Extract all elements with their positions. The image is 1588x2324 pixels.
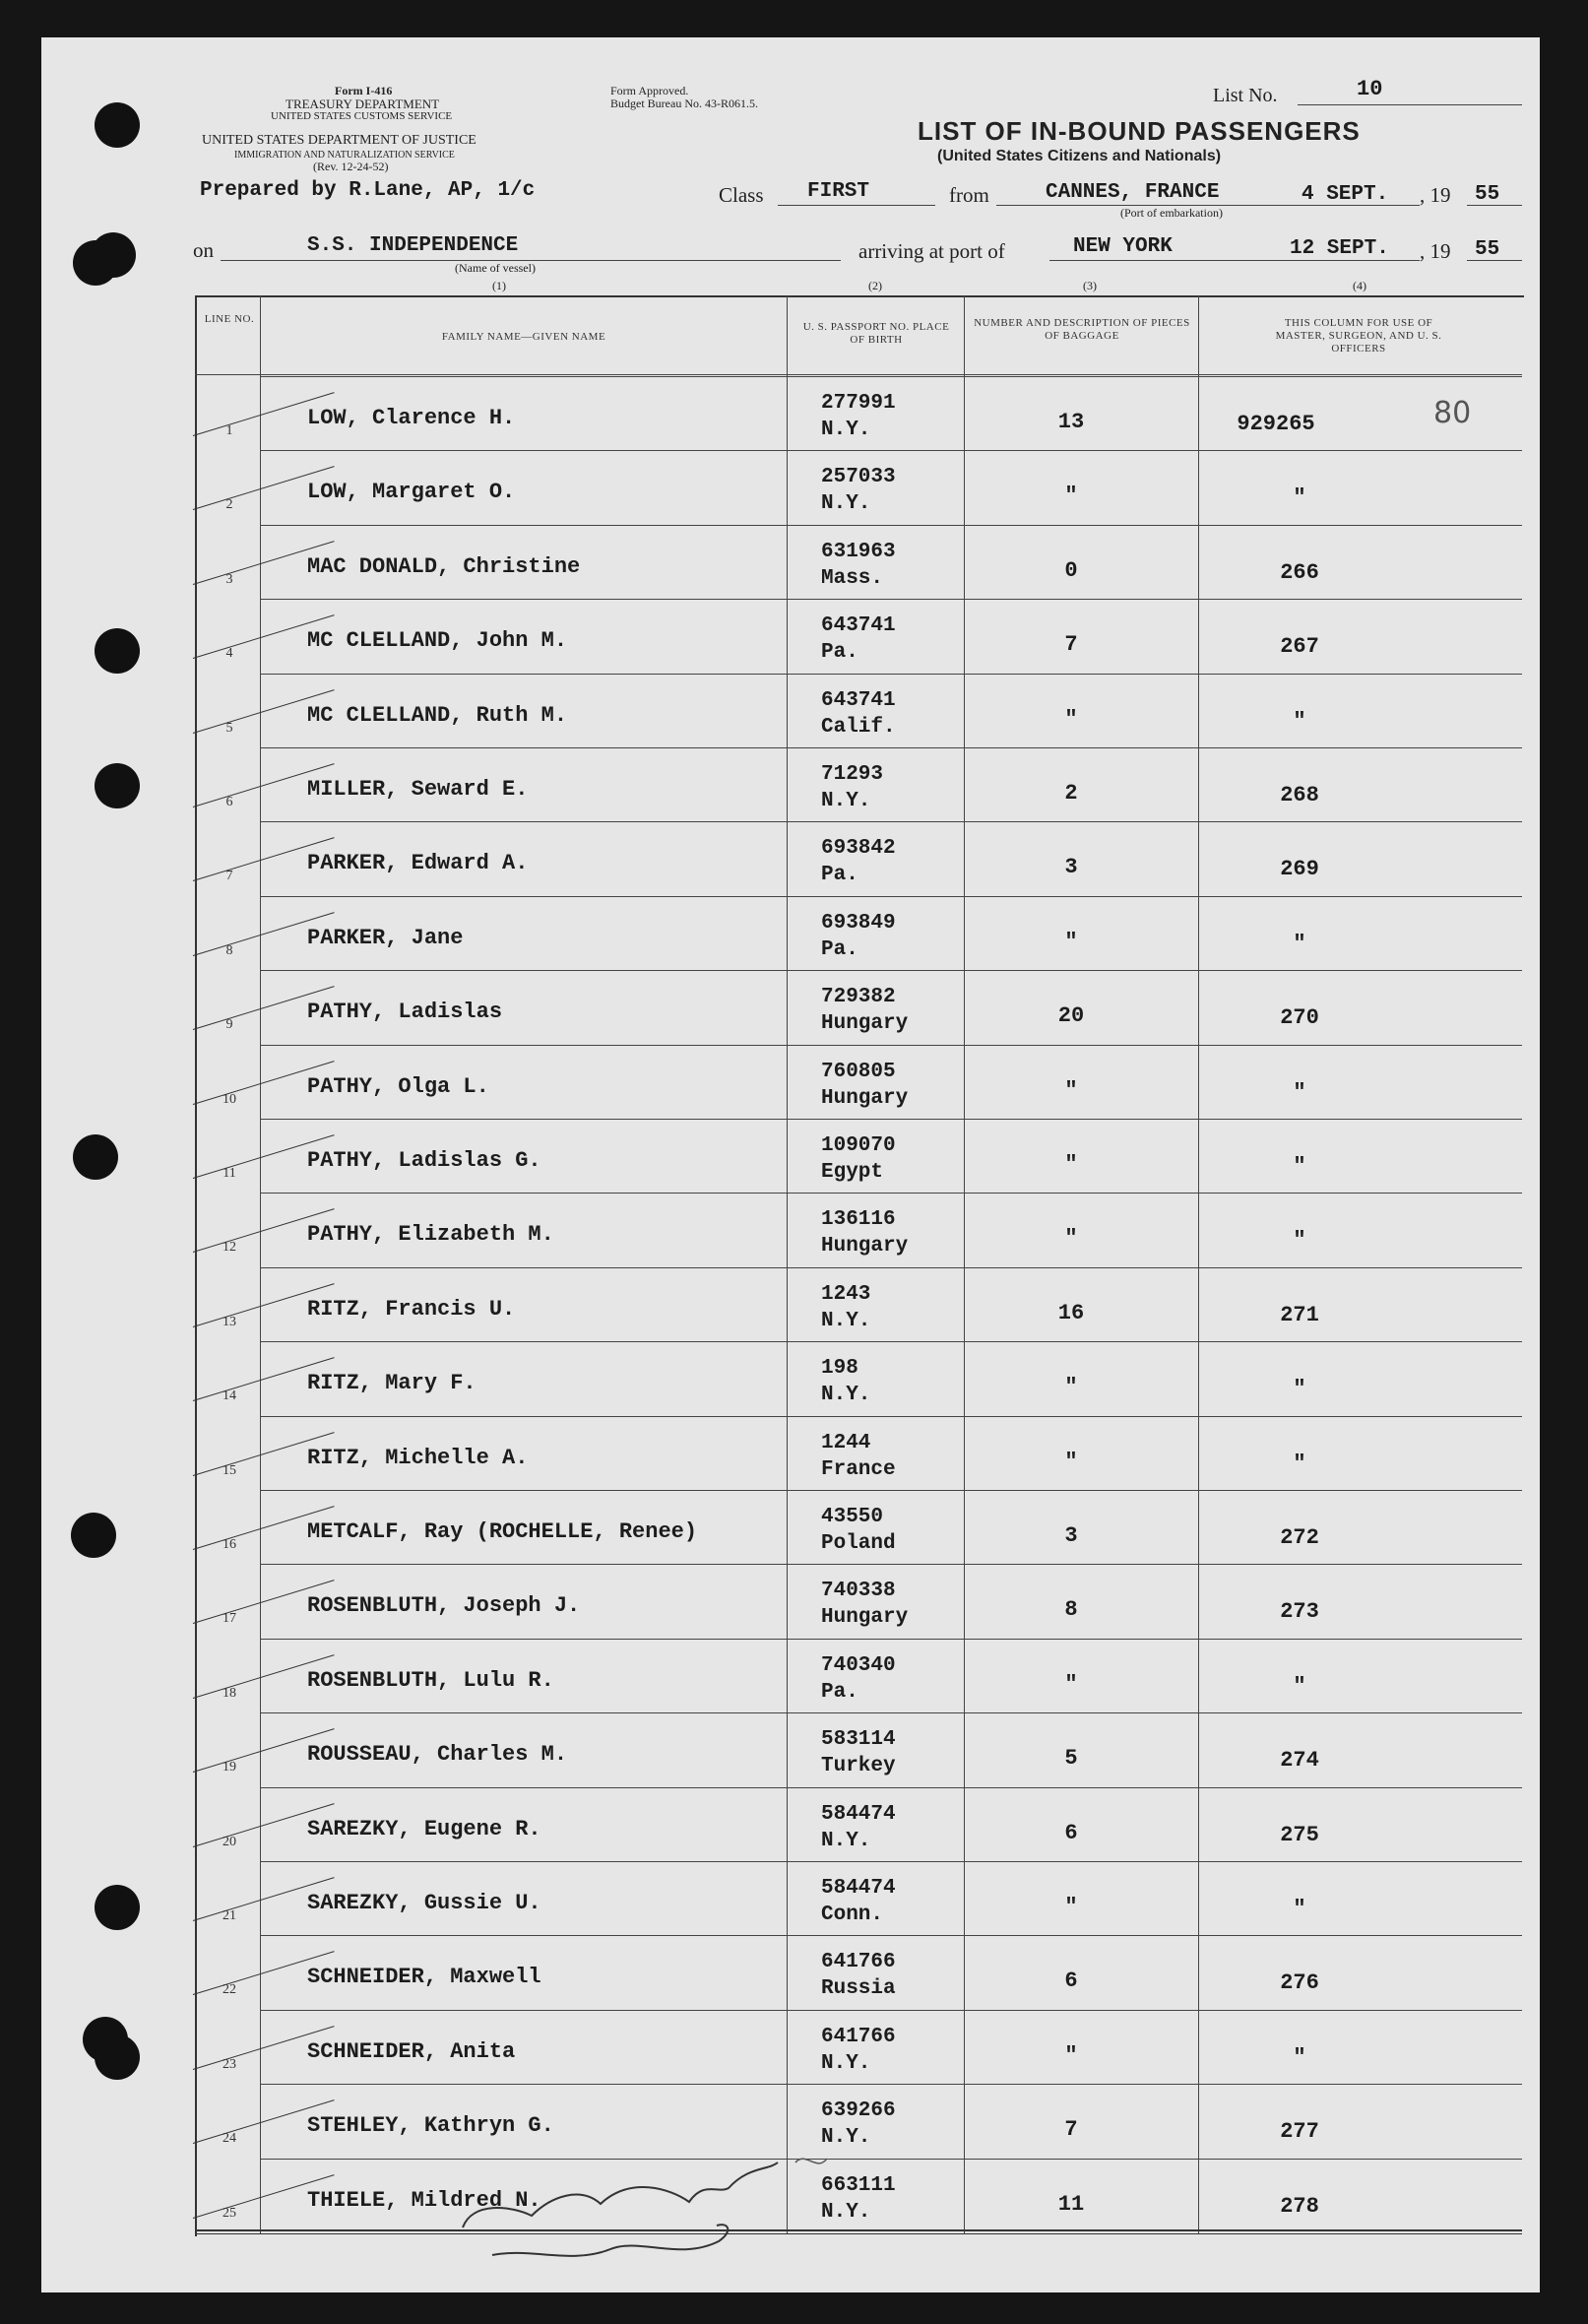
officer-entry: 929265 <box>1237 412 1315 436</box>
column-number-4: (4) <box>1353 279 1366 292</box>
line-number: 9 <box>225 1017 233 1033</box>
officer-entry: 274 <box>1280 1748 1319 1774</box>
place-of-birth: Hungary <box>821 1086 909 1110</box>
passenger-name: MAC DONALD, Christine <box>307 553 581 579</box>
baggage-count: " <box>1064 1671 1078 1697</box>
page-title: LIST OF IN-BOUND PASSENGERS <box>918 116 1361 146</box>
place-of-birth: Hungary <box>821 1606 909 1630</box>
header-line-no: LINE NO. <box>204 313 255 325</box>
line-number: 10 <box>222 1091 236 1107</box>
officer-entry: " <box>1293 708 1306 734</box>
line-number: 16 <box>222 1537 236 1552</box>
vessel-name: S.S. INDEPENDENCE <box>307 234 519 257</box>
vessel-caption: (Name of vessel) <box>455 261 536 275</box>
baggage-count: 6 <box>1064 1969 1078 1994</box>
passenger-name: LOW, Margaret O. <box>307 480 516 505</box>
passenger-name: METCALF, Ray (ROCHELLE, Renee) <box>307 1519 698 1544</box>
passenger-name: SAREZKY, Gussie U. <box>307 1891 541 1915</box>
column-number-1: (1) <box>492 279 506 292</box>
line-number: 18 <box>222 1685 236 1701</box>
baggage-count: " <box>1064 2042 1078 2068</box>
place-of-birth: Pa. <box>821 864 858 887</box>
passport-number: 631963 <box>821 540 896 563</box>
officer-entry: 268 <box>1280 783 1319 807</box>
officer-entry: " <box>1293 1673 1306 1699</box>
passenger-name: PARKER, Edward A. <box>307 851 529 876</box>
passport-number: 693849 <box>821 911 896 935</box>
column-number-2: (2) <box>868 279 882 292</box>
place-of-birth: Russia <box>821 1977 896 2001</box>
baggage-count: " <box>1064 1077 1078 1103</box>
line-number: 11 <box>222 1166 236 1181</box>
officer-entry: 271 <box>1280 1302 1319 1327</box>
passenger-name: MC CLELLAND, John M. <box>307 628 568 654</box>
place-of-birth: N.Y. <box>821 2200 871 2224</box>
passenger-name: PATHY, Olga L. <box>307 1073 489 1099</box>
baggage-count: 2 <box>1064 781 1078 806</box>
passport-number: 641766 <box>821 1951 896 1974</box>
line-number: 8 <box>225 942 233 958</box>
passport-number: 136116 <box>821 1208 896 1232</box>
line-number: 15 <box>222 1462 236 1478</box>
baggage-count: " <box>1064 929 1078 954</box>
baggage-count: " <box>1064 1895 1078 1919</box>
baggage-count: 6 <box>1064 1820 1078 1845</box>
line-number: 1 <box>225 423 233 438</box>
officer-entry: 275 <box>1280 1822 1319 1847</box>
line-number: 20 <box>222 1834 236 1849</box>
baggage-count: " <box>1064 1226 1078 1252</box>
form-revision: (Rev. 12-24-52) <box>313 160 389 173</box>
prepared-by: Prepared by R.Lane, AP, 1/c <box>200 179 536 202</box>
officer-entry: 277 <box>1280 2119 1319 2145</box>
column-number-3: (3) <box>1083 279 1097 292</box>
page-subtitle: (United States Citizens and Nationals) <box>937 148 1222 164</box>
place-of-birth: N.Y. <box>821 2051 871 2075</box>
arrival-port: NEW YORK <box>1073 235 1173 258</box>
line-number: 4 <box>225 646 233 662</box>
passenger-name: STEHLEY, Kathryn G. <box>307 2113 554 2139</box>
header-family-name: FAMILY NAME—GIVEN NAME <box>441 331 606 343</box>
officer-entry: 273 <box>1280 1599 1319 1625</box>
passport-number: 740338 <box>821 1580 896 1603</box>
embark-year-prefix: , 19 <box>1420 183 1451 207</box>
list-no-value: 10 <box>1357 77 1383 101</box>
officer-entry: 276 <box>1280 1970 1319 1996</box>
line-number: 2 <box>225 497 233 513</box>
officer-entry: 266 <box>1280 559 1319 585</box>
passenger-name: RITZ, Michelle A. <box>307 1445 529 1470</box>
line-number: 14 <box>222 1388 236 1404</box>
immigration-service: IMMIGRATION AND NATURALIZATION SERVICE <box>234 150 455 161</box>
place-of-birth: Poland <box>821 1532 896 1555</box>
place-of-birth: N.Y. <box>821 1829 871 1852</box>
arriving-label: arriving at port of <box>858 239 1005 263</box>
embark-year: 55 <box>1475 183 1500 206</box>
passenger-name: RITZ, Mary F. <box>307 1371 476 1396</box>
passport-number: 663111 <box>821 2173 896 2197</box>
arrival-date: 12 SEPT. <box>1290 237 1389 260</box>
baggage-count: 8 <box>1064 1597 1078 1623</box>
class-label: Class <box>719 183 764 207</box>
header-passport: U. S. PASSPORT NO. PLACE OF BIRTH <box>802 321 950 346</box>
line-number: 7 <box>225 869 233 884</box>
passport-number: 1244 <box>821 1431 871 1454</box>
passport-number: 740340 <box>821 1653 896 1677</box>
passport-number: 643741 <box>821 688 896 712</box>
officer-entry: 278 <box>1280 2193 1319 2219</box>
line-number: 13 <box>222 1314 236 1329</box>
baggage-count: 13 <box>1057 410 1085 434</box>
place-of-birth: N.Y. <box>821 1309 871 1332</box>
line-number: 23 <box>222 2056 236 2072</box>
place-of-birth: N.Y. <box>821 492 871 516</box>
passenger-name: SCHNEIDER, Maxwell <box>307 1965 541 1990</box>
passport-number: 584474 <box>821 1802 896 1826</box>
baggage-count: " <box>1064 706 1078 732</box>
passport-number: 693842 <box>821 837 896 861</box>
justice-department: UNITED STATES DEPARTMENT OF JUSTICE <box>202 133 476 148</box>
passenger-name: SCHNEIDER, Anita <box>307 2038 516 2064</box>
arrival-year-prefix: , 19 <box>1420 239 1451 263</box>
officer-entry: " <box>1293 1154 1306 1179</box>
place-of-birth: Pa. <box>821 1680 858 1704</box>
line-number: 17 <box>222 1611 236 1627</box>
place-of-birth: N.Y. <box>821 790 871 812</box>
officer-entry: " <box>1293 1897 1306 1921</box>
baggage-count: 11 <box>1057 2191 1085 2217</box>
place-of-birth: Pa. <box>821 937 858 961</box>
baggage-count: 20 <box>1057 1003 1085 1029</box>
place-of-birth: Egypt <box>821 1161 884 1184</box>
passport-number: 641766 <box>821 2025 896 2048</box>
handwritten-mark: 80 <box>1433 396 1472 430</box>
place-of-birth: N.Y. <box>821 1384 871 1407</box>
from-label: from <box>949 183 989 207</box>
passenger-name: MILLER, Seward E. <box>307 777 529 802</box>
place-of-birth: Mass. <box>821 566 884 590</box>
passport-number: 198 <box>821 1357 858 1381</box>
passport-number: 43550 <box>821 1506 884 1528</box>
place-of-birth: N.Y. <box>821 419 871 441</box>
on-label: on <box>193 238 214 262</box>
treasury-department: TREASURY DEPARTMENT <box>286 97 440 111</box>
passport-number: 760805 <box>821 1060 896 1083</box>
officer-entry: " <box>1293 1228 1306 1254</box>
header-officers: THIS COLUMN FOR USE OF MASTER, SURGEON, AND U. S. OFFICERS <box>1275 317 1442 355</box>
passport-number: 639266 <box>821 2099 896 2123</box>
officer-entry: 270 <box>1280 1005 1319 1031</box>
baggage-count: 3 <box>1064 1523 1078 1548</box>
customs-service: UNITED STATES CUSTOMS SERVICE <box>271 110 453 122</box>
list-no-label: List No. <box>1213 85 1278 106</box>
officer-entry: " <box>1293 931 1306 956</box>
baggage-count: 7 <box>1064 2117 1078 2143</box>
passport-number: 109070 <box>821 1134 896 1157</box>
passport-number: 277991 <box>821 392 896 415</box>
header-baggage: NUMBER AND DESCRIPTION OF PIECES OF BAGGAGE <box>974 317 1190 342</box>
baggage-count: 0 <box>1064 557 1078 583</box>
place-of-birth: Hungary <box>821 1235 909 1259</box>
officer-entry: " <box>1293 1079 1306 1105</box>
line-number: 25 <box>222 2205 236 2221</box>
line-number: 19 <box>222 1760 236 1775</box>
officer-entry: " <box>1293 1377 1306 1402</box>
baggage-count: 7 <box>1064 632 1078 658</box>
passenger-name: ROSENBLUTH, Joseph J. <box>307 1593 581 1619</box>
officer-entry: 267 <box>1280 634 1319 660</box>
baggage-count: 3 <box>1064 855 1078 880</box>
passenger-name: PATHY, Ladislas <box>307 1000 503 1025</box>
place-of-birth: Conn. <box>821 1904 884 1926</box>
passenger-name: PARKER, Jane <box>307 925 464 950</box>
passport-number: 643741 <box>821 614 896 638</box>
passenger-name: PATHY, Ladislas G. <box>307 1148 541 1173</box>
from-value: CANNES, FRANCE <box>1046 181 1220 204</box>
baggage-count: 5 <box>1064 1746 1078 1772</box>
form-number: Form I-416 <box>335 84 393 97</box>
officer-entry: " <box>1293 485 1306 511</box>
passport-number: 729382 <box>821 986 896 1009</box>
port-of-embarkation-caption: (Port of embarkation) <box>1120 206 1223 220</box>
line-number: 24 <box>222 2131 236 2147</box>
passenger-name: ROUSSEAU, Charles M. <box>307 1742 568 1768</box>
baggage-count: " <box>1064 1375 1078 1400</box>
line-number: 12 <box>222 1240 236 1256</box>
passenger-name: ROSENBLUTH, Lulu R. <box>307 1667 554 1693</box>
passport-number: 257033 <box>821 466 896 489</box>
place-of-birth: France <box>821 1457 896 1481</box>
passport-number: 1243 <box>821 1282 871 1306</box>
arrival-year: 55 <box>1475 238 1500 261</box>
place-of-birth: Hungary <box>821 1012 909 1036</box>
line-number: 6 <box>225 795 233 809</box>
budget-bureau: Budget Bureau No. 43-R061.5. <box>610 97 758 110</box>
passenger-name: THIELE, Mildred N. <box>307 2187 541 2213</box>
baggage-count: " <box>1064 484 1078 509</box>
passport-number: 71293 <box>821 763 884 786</box>
officer-entry: " <box>1293 1451 1306 1476</box>
officer-entry: 269 <box>1280 857 1319 882</box>
passenger-name: PATHY, Elizabeth M. <box>307 1222 554 1248</box>
baggage-count: " <box>1064 1449 1078 1474</box>
passenger-name: RITZ, Francis U. <box>307 1296 516 1322</box>
line-number: 3 <box>225 571 233 587</box>
embark-date: 4 SEPT. <box>1302 183 1389 206</box>
officer-entry: 272 <box>1280 1525 1319 1550</box>
form-approved: Form Approved. <box>610 84 689 97</box>
baggage-count: " <box>1064 1152 1078 1177</box>
place-of-birth: N.Y. <box>821 2126 871 2150</box>
line-number: 21 <box>222 1908 236 1923</box>
place-of-birth: Calif. <box>821 715 896 739</box>
officer-entry: " <box>1293 2044 1306 2070</box>
place-of-birth: Turkey <box>821 1755 896 1778</box>
passenger-name: SAREZKY, Eugene R. <box>307 1816 541 1841</box>
line-number: 22 <box>222 1982 236 1998</box>
passenger-name: LOW, Clarence H. <box>307 406 516 430</box>
passenger-name: MC CLELLAND, Ruth M. <box>307 702 568 728</box>
passport-number: 584474 <box>821 1877 896 1900</box>
place-of-birth: Pa. <box>821 641 858 665</box>
line-number: 5 <box>225 720 233 736</box>
baggage-count: 16 <box>1057 1300 1085 1325</box>
passport-number: 583114 <box>821 1728 896 1752</box>
class-value: FIRST <box>807 180 870 203</box>
